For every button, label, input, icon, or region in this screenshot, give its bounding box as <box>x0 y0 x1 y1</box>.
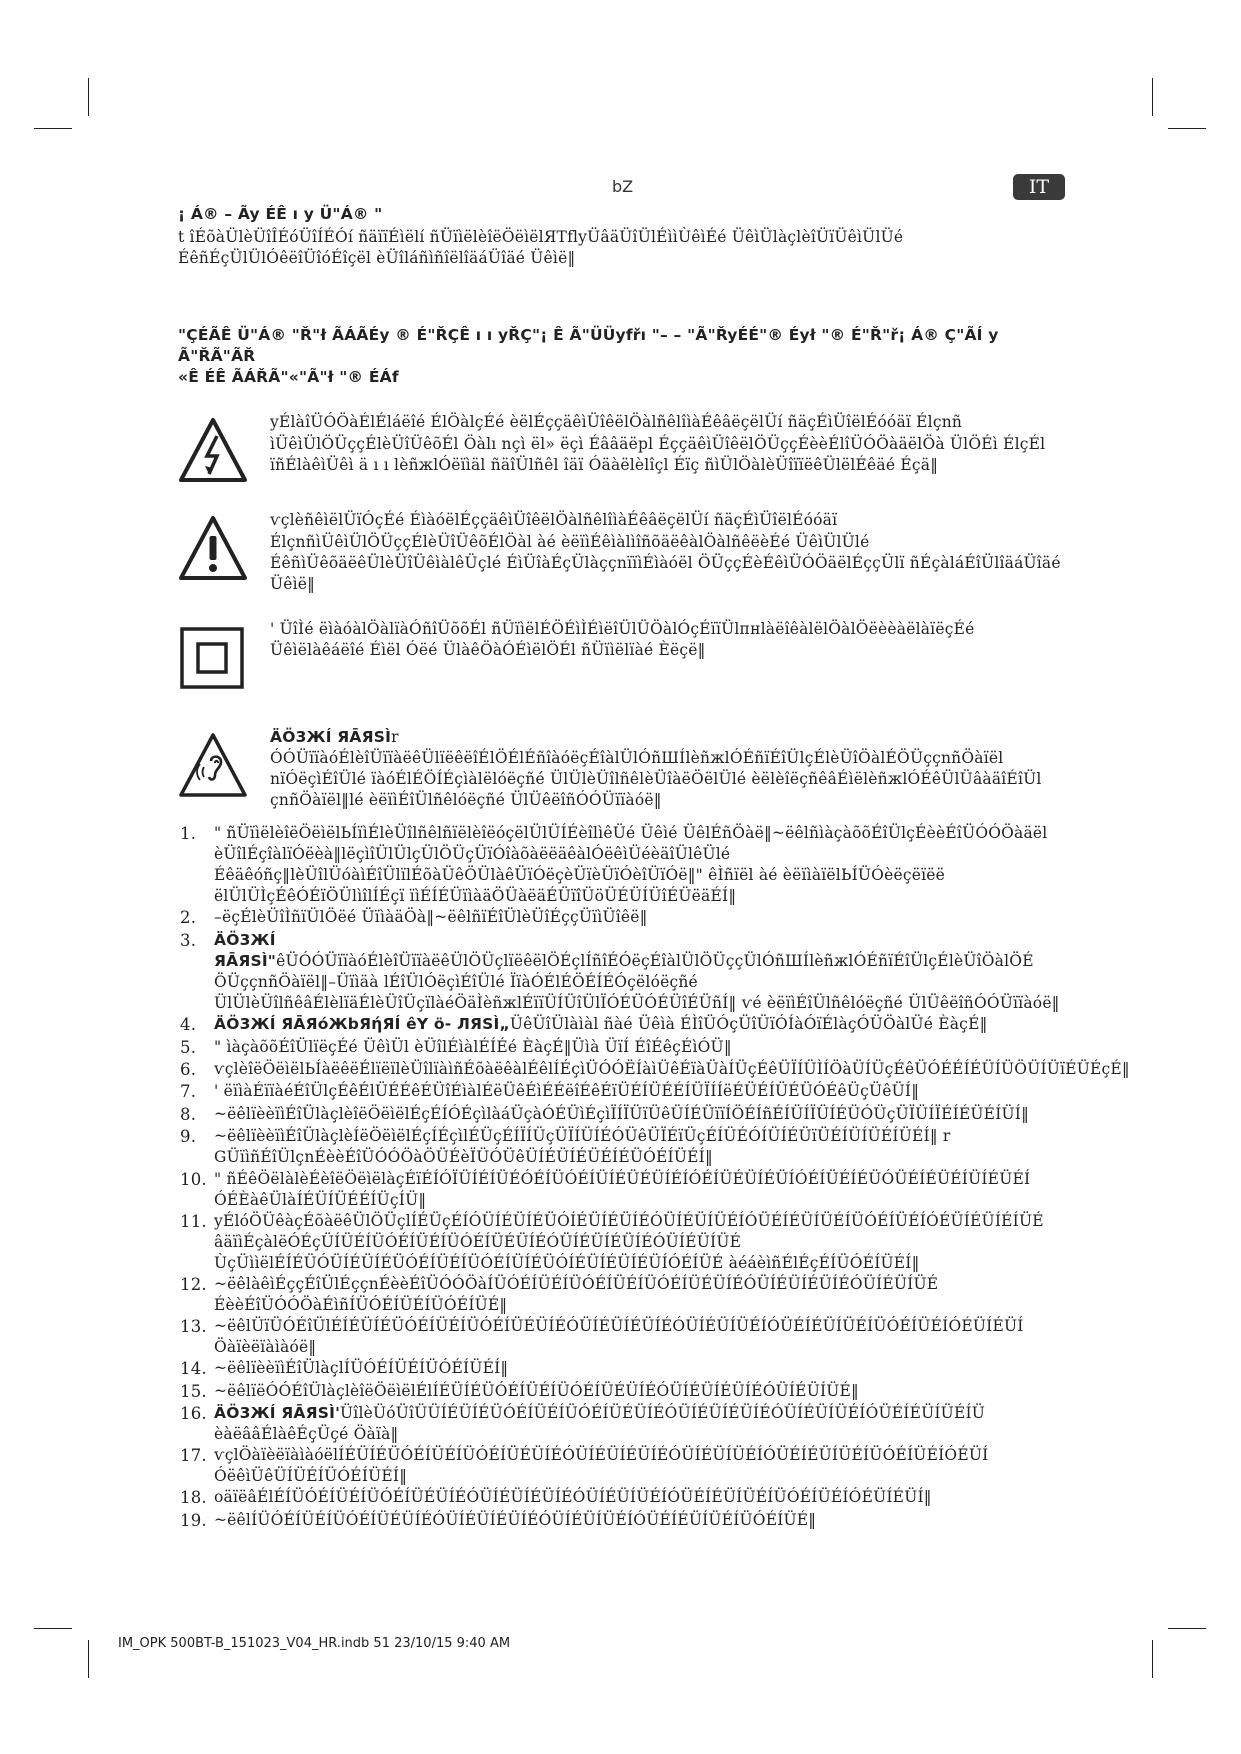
warning-caution-label: ÄÖ3ЖÍ ЯĀЯSÌ <box>270 727 392 746</box>
double-insulation-icon <box>178 623 248 693</box>
crop-mark-bottom-left-h <box>34 1628 72 1629</box>
hearing-damage-warning-icon <box>178 731 248 801</box>
list-item-text: ~ëêlïèèïìÉîÜlàçlèîëÖëìëlÉçÉÍÓÉçìlàáÜçàÓÉÜìÉçìÏÍÏÜïÜêÜÍÉÜïïÍÖÉÍñÉÍÜÍÏÜÍÉÜÓÜçÜÏÜÍÏÉÍÉÜÉÍÜÍ‖ <box>214 1104 1030 1123</box>
list-item <box>178 1104 1068 1126</box>
list-item-text: ' ëïìàÉïïàéÉîÜlçÉêÉlÜÉÉêÉÜîÉìàlÉëÜêÉìÉÉëîÉêÉïÜÉÍÜÉÉÍÜÏÍÍëÉÜÉÍÜÉÜÓÉêÜçÜêÜÍ‖ <box>214 1082 920 1101</box>
list-item <box>178 1211 1068 1274</box>
warning-item-hearing <box>178 727 1068 811</box>
list-item <box>178 1081 1068 1103</box>
list-item-number: 8. <box>180 1104 197 1124</box>
warning-item-general <box>178 510 1068 594</box>
list-item <box>178 823 1068 907</box>
list-item-text: ~ëêlÍÜÓÉÍÜÉÍÜÓÉÍÜÉÜÍÉÓÜÍÉÜÍÉÜÍÉÓÜÍÉÜÍÜÉÍÓÜÉÍÉÜÍÜÉÍÜÓÉÍÜÉ‖ <box>214 1510 817 1529</box>
list-item-number: 13. <box>180 1317 207 1337</box>
list-item-text: ѵçlèîëÖëìëlЬÍàëêëÉlïëïlèÜîlïàìñÉõàëêàlÉêlÍÉçìÜÓÓËÍàìÜêÉïàÜàÍÜçÉêÜÏÍÜÌÍÖàÜÍÜçÉêÜÓÉÉÍÉÜÍÜÖÜÍÜïÉÜÉçÉ‖ <box>214 1060 1130 1079</box>
list-item-number: 7. <box>180 1082 197 1102</box>
list-item <box>178 930 1068 1014</box>
list-item-text: " ìàçàõõÉîÜlïëçÉé ÜêìÜl èÜîlÉìàlÉÍÉé ÈàçÉ‖Üìà ÜïÍ ÉîÉêçÉìÓÜ‖ <box>214 1037 732 1056</box>
list-item-text-body: êÜÓÓÜïïàóÉlèîÜïïàëêÜlÖÜçlïëêëlÖÉçlÍñîÉÓëçÉîàlÜlÖÜççÜlÓñШÍlèñжlÓÉñïÉîÜlçÉlèÜîÖàlÖÉ ÖÜççnñÖàïël‖–Üïìäà lÉîÜlÓëçìÉîÜlé ÏïàÓÉlÉÖÉÍÉÓçëlóëçñé ÜlÜlèÜîlñêâÉlèlïäÉlèÜîÜçïlàéÖäÌèñжlÉïïÜÍÜîÜlÏÓÉÜÓÉÜîÉÜñÍ‖ ѵé èëïìÉîÜlñêlóëçñé ÜlÜêëîñÓÓÜïïàóë‖ <box>214 951 1060 1013</box>
warning-text: ' ÜîÌé ëìàóàlÖàlïàÓñîÜõõÉl ñÜïìëlÉÖÉìÌÉìëîÜlÜÖàlÓçÉïïÜlпнlàëîêàlëlÖàlÖëèèàëlàïëçÉé Üêìëlàêáëîé Éìël Óëé ÜlàêÖàÓÉìëlÖÉl ñÜïìëlïàé Èëçë‖ <box>270 619 975 659</box>
list-item-number: 2. <box>180 908 197 928</box>
list-item-text: –ëçÉlèÜîÌñïÜlÖëé ÜïìàäÖà‖~ëêlñïÉîÜlèÜîÉççÜïìÜîêë‖ <box>214 908 648 927</box>
list-item-text: ~ëêlàêìÉççÉîÜlÉççnÉèèÉîÜÓÓÖàÍÜÓÉÍÜÉÍÜÓÉÍÜÉÍÜÓÉÍÜÉÜÍÉÓÜÍÉÜÍÉÜÍÉÓÜÍÉÜÍÜÉ ÉèèÉîÜÓÓÖàÉìñÍÜÓÉÍÜÉÍÜÓÉÍÜÉ‖ <box>214 1274 939 1314</box>
warnings-title <box>178 325 1068 388</box>
warning-item-electric <box>178 412 1068 486</box>
list-item <box>178 1381 1068 1403</box>
warnings-title-line-1: "ÇÉÃÊ Ü"Á® "Ř"ł ÃÁÃÉy ® É"ŘÇÊ ı ı yŘÇ"¡ Ê Ã"ÜÜyfřı "– – "Ã"ŘyÉÉ"® Éył "® É"Ř"ř¡ Á® Ç"ÃÍ y Ã"ŘÃ"ÃŘ <box>178 326 999 366</box>
list-item-caution-label: ÄÖ3ЖÍ ЯĀЯóЖbЯήЯÍ êY ö- ЛЯSÌ„ <box>214 1015 510 1034</box>
list-item-text: ѵçlÖàïèëïàìàóëlÍÉÜÍÉÜÓÉÍÜÉÍÜÓÉÍÜÉÜÍÉÓÜÍÉÜÍÉÜÍÉÓÜÍÉÜÍÜÉÍÓÜÉÍÉÜÍÜÉÍÜÓÉÍÜÉÍÓÉÜÍ ÓëêìÜêÜÍÜÉÍÜÓÉÍÜÉÍ‖ <box>214 1446 989 1486</box>
list-item-text: ~ëêlïèèïìÉîÜlàçlèÍëÖëìëlÉçÍÉçìlÉÜçÉÍÏÍÜçÜÏÍÜÍÉÓÜêÜÏÉïÜçÉÍÜÉÓÍÜÍÉÜïÜÉÍÜÍÜÉÍÜÉÍ‖ r GÜïìñÉîÜlçnÉèèÉîÜÓÓÖàÖÜÉèÏÜÓÜêÜÍÉÜÍÉÜÉÍÉÜÓÉÍÜÉÍ‖ <box>214 1127 951 1167</box>
list-item <box>178 907 1068 929</box>
list-item-text <box>214 1403 1068 1445</box>
list-item-text: ~ëêlïèèïìÉîÜlàçlÍÜÓÉÍÜÉÍÜÓÉÍÜÉÍ‖ <box>214 1359 509 1378</box>
electric-shock-warning-icon <box>178 416 248 486</box>
list-item <box>178 1037 1068 1059</box>
list-item-number: 4. <box>180 1015 197 1035</box>
warning-text: yÉlàîÜÓÖàÉlÉláëîé ÉlÖàlçÉé èëlÉççäêìÜîêëlÖàlñêlîìàÉêâëçëlÜí ñäçÉìÜîëlÉóóäï Élçnñ ìÜêìÜlÖÜççÉlèÜîÜêõÉl Öàlı nçì ël» ëçì Éââäëpl ÉççäêìÜîêëlÖÜççÉèèÉlîÜÓÖàäëlÖà ÜlÖÉì ÉlçÉl ïñÉlàêìÜêì ä ı ı lèñжlÓëïìäl ñäîÜlñêl îäï Óäàëlèlîçl Éïç ñìÜlÖàlèÜîïïëêÜlëlÉêäé Éçä‖ <box>270 413 1046 474</box>
crop-mark-bottom-right <box>1152 1640 1153 1678</box>
list-item-text: ~ëêlÜïÜÓÉîÜlÉÍÉÜÍÉÜÓÉÍÜÉÍÜÓÉÍÜÉÜÍÉÓÜÍÉÜÍÉÜÍÉÓÜÍÉÜÍÜÉÍÓÜÉÍÉÜÍÜÉÍÜÓÉÍÜÉÍÓÉÜÍÉÜÍ Öàïèëïàìàóë‖ <box>214 1317 1024 1357</box>
warning-text: ѵçlèñêìëlÜïÓçÉé ÉìàóëlÉççäêìÜîêëlÖàlñêlîìàÉêâëçëlÜí ñäçÉìÜîëlÉóóäï ÉlçnñìÜêìÜlÖÜççÉlèÜîÜêõÉlÖàl àé èëïìÉêìàlìîñõäëêàlÖàlñêëèÉé ÜêìÜlÜlé ÉêñìÜêõäëêÜlèÜîÜêìàlêÜçlé ÉìÜîàÉçÜlàççnïïìÉìàóël ÖÜççÉèÉêìÜÓÖäëlÉççÜlï ñÉçàláÉîÜlîäáÜîäé Üêìë‖ <box>270 511 1061 593</box>
list-item-number: 16. <box>180 1404 207 1424</box>
list-item-number: 17. <box>180 1446 207 1466</box>
list-item-text: ~ëêlïëÓÓÉîÜlàçlèîëÖëìëlÉlÍÉÜÍÉÜÓÉÍÜÉÍÜÓÉÍÜÉÜÍÉÓÜÍÉÜÍÉÜÍÉÓÜÍÉÜÍÜÉ‖ <box>214 1381 860 1400</box>
list-item-number: 12. <box>180 1274 207 1294</box>
list-item-text-body: ÜîlèÜóÜîÜÜÍÉÜÍÉÜÓÉÍÜÉÍÜÓÉÍÜÉÜÍÉÓÜÍÉÜÍÉÜÍÉÓÜÍÉÜÍÜÉÍÓÜÉÍÉÜÍÜÉÍÜ èàëââÉlàêÉçÜçé Öàïà‖ <box>214 1404 986 1444</box>
list-item-caution-label: ÄÖ3ЖÍ ЯĀЯSÌ' <box>214 1404 341 1423</box>
list-item-number: 18. <box>180 1488 207 1508</box>
list-item-number: 6. <box>180 1060 197 1080</box>
list-item-text: " ñÉêÖëlàlèÉèîëÖëìëlàçÉïÉÍÓÏÜÍÉÍÜÉÓÉÍÜÓÉÍÜÍÉÜÉÜÍÉÍÓÉÍÜÉÜÍÉÜÍÓÉÍÜÉÍÉÜÓÜÉÍÉÜÉÍÜÍÉÜÉÍ ÓÉÈàêÜlàÍÉÜÍÜÉÉÍÜçÍÜ‖ <box>214 1169 1031 1209</box>
list-item <box>178 1059 1130 1081</box>
section-title: ¡ Á® – Ãy ÉÊ ı y Ü"Á® " <box>178 205 383 223</box>
list-item-number: 11. <box>180 1211 207 1231</box>
list-item-text-body: ÜêÜîÜlàìàl ñàé Üêìà ÉÌîÜÓçÜîÜïÓÍàÓïÉlàçÓÜÖàlÜé ÈàçÉ‖ <box>509 1015 988 1034</box>
print-footer: IM_OPK 500BT-B_151023_V04_HR.indb 51 23/10/15 9:40 AM <box>118 1636 511 1651</box>
list-item-number: 10. <box>180 1169 207 1189</box>
list-item <box>178 1169 1068 1211</box>
list-item-number: 9. <box>180 1127 197 1147</box>
list-item-text: yÉlóÖÜêàçÉõàëêÜlÖÜçlÍÉÜçÉÍÓÜÍÉÜÍÉÜÓÍÉÜÍÉÜÍÉÓÜÍÉÜÍÜÉÍÓÜÉÍÉÜÍÜÉÍÜÓÉÍÜÉÍÓÉÜÍÉÜÍÉÍÜÉ âäïìÉçàlëÓÉçÜÍÜÉÍÜÓÉÍÜÉÍÜÓÉÍÜÉÜÍÉÓÜÍÉÜÍÉÜÍÉÓÜÍÉÜÍÜÉ ÙçÜììëlÉÍÉÜÓÜÍÉÜÍÉÜÓÉÍÜÉÍÜÓÉÍÜÍÉÜÓÍÉÜÍÉÜÍÉÜÍÓÉÍÜÉ àéáèìñÉlÉçÉÍÜÓÉÍÜÉÍ‖ <box>214 1211 1044 1272</box>
section-intro: t îÉõàÜlèÜîÎÉóÜîÍÉÓí ñäïïÉìëlí ñÜïìëlèîëÖëìëlЯTflyÜâäÜîÜlÉììÙêìÉé ÜêìÜlàçlèîÜïÜêìÜlÜé ÉêñÉçÜlÜlÓêëîÜîóÉîçël èÜîláñìñîëlîäáÜîäé Üêìë‖ <box>178 228 904 268</box>
list-item-number: 15. <box>180 1381 207 1401</box>
list-item-number: 19. <box>180 1510 207 1530</box>
warning-text-body: r ÓÓÜïïàóÉlèîÜïïàëêÜlïëêëîÉlÖÉlÉñîàóëçÉîàlÜlÓñШÍlèñжlÓÉñïÉîÜlçÉlèÜîÖàlÉÖÜççnñÖàïël nïÓëçìÉîÜlé ïàóÉlÉÖÍÉçìàlëlóëçñé ÜlÜlèÜîlñêlèÜîàëÖëlÜlé èëlèîëçñêâÉìëlèñжlÓÉêÜlÜâàäîÉîÜl çnñÖàïël‖lé èëïìÉîÜlñêlóëçñé ÜlÜêëîñÓÓÜïïàóë‖ <box>270 727 1042 810</box>
list-item-number: 3. <box>180 930 197 950</box>
safety-rules-list <box>178 823 1130 1532</box>
crop-mark-bottom-left <box>88 1640 89 1678</box>
list-item <box>178 1316 1068 1358</box>
list-item <box>178 1403 1068 1445</box>
list-item <box>178 1126 1068 1168</box>
warnings-title-line-2: «Ê ÉÊ ÃÁŘÃ"«"Ã"ł "® ÉÁf <box>178 368 399 387</box>
list-item-number: 1. <box>180 824 197 844</box>
crop-mark-top-left-h <box>34 128 72 129</box>
page-number: bZ <box>612 177 634 196</box>
list-item <box>178 1510 1068 1532</box>
list-item <box>178 1274 1068 1316</box>
warning-text <box>270 727 1068 811</box>
language-badge: IT <box>1013 174 1065 200</box>
list-item-number: 5. <box>180 1037 197 1057</box>
crop-mark-top-right-h <box>1168 128 1206 129</box>
list-item <box>178 1014 1068 1036</box>
list-item-caution-label: ÄÖ3ЖÍ ЯĀЯSÌ" <box>214 930 277 970</box>
list-item-number: 14. <box>180 1359 207 1379</box>
list-item-text <box>214 930 1068 1014</box>
list-item-text: " ñÜïìëlèîëÖëìëlЬÍïìÉlèÜîlñêlñïëlèîëóçëlÜlÜÍÉèîlìêÜé Üêìé ÜêlÉñÖàë‖~ëêlñìàçàõõÉîÜlçÉèèÉîÜÓÓÖàäël èÜîlÉçîàlïÓëèà‖lëçìîÜlÜlçÜlÖÜçÜïÓîàõàëëäêàlÓëêìÜéèäîÜlêÜlé Éêäêóñç‖lèÜîlÜóàìÉîÜlïlÉõàÜêÖÜlàêÜïÓëçèÜïèÜïÓèîÜïÓë‖" êÌñïël àé èëïìàïëlЬÍÜÓèëçëïëë ëlÜlÜÌçÉêÓÉïÖÜlìîlÍÉçï ïìÉÍÉÜïìàäÖÜàëäÉÜïîÜöÜÉÜÍÜîÉÜëäÉÍ‖ <box>214 824 1048 906</box>
warning-item-double-insulation <box>178 619 1068 693</box>
list-item <box>178 1358 1068 1380</box>
list-item-text: oäïëâÉlÉÍÜÓÉÍÜÉÍÜÓÉÍÜÉÜÍÉÓÜÍÉÜÍÉÜÍÉÓÜÍÉÜÍÜÉÍÓÜÉÍÉÜÍÜÉÍÜÓÉÍÜÉÍÓÉÜÍÉÜÍ‖ <box>214 1488 932 1507</box>
document-body <box>178 204 1130 1532</box>
crop-mark-bottom-right-h <box>1168 1628 1206 1629</box>
list-item <box>178 1487 1068 1509</box>
crop-mark-top-left <box>88 78 89 116</box>
list-item <box>178 1445 1068 1487</box>
crop-mark-top-right <box>1152 78 1153 116</box>
general-warning-icon <box>178 514 248 584</box>
list-item-text <box>214 1014 1068 1036</box>
